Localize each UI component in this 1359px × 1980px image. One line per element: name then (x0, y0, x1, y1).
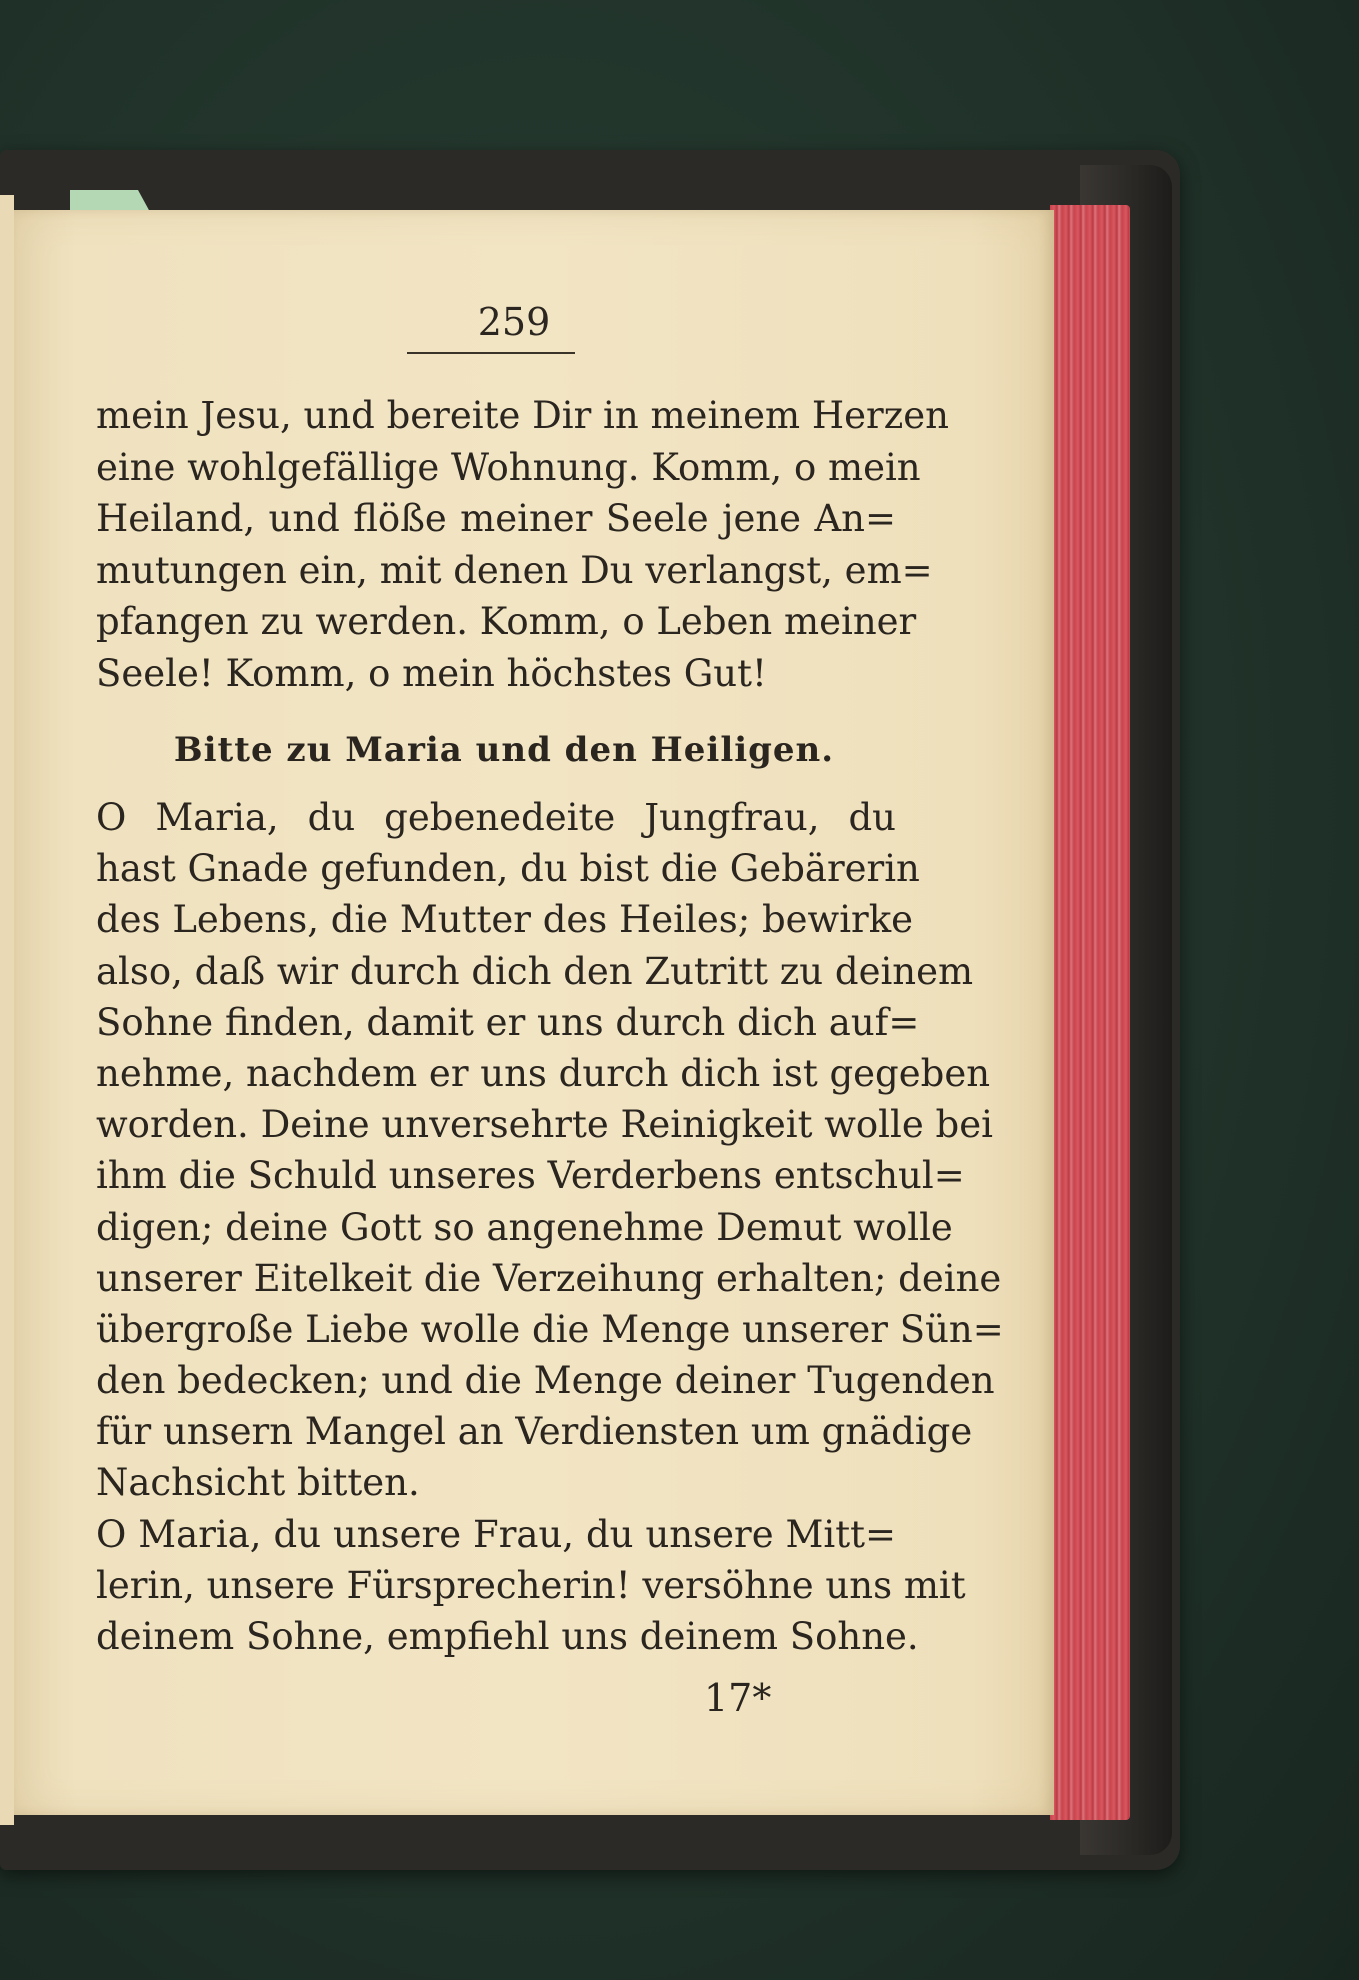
text-line: Heiland, und flöße meiner Seele jene An= (96, 497, 896, 540)
text-line: den bedecken; und die Menge deiner Tugenden (96, 1359, 995, 1403)
text-line: hast Gnade gefunden, du bist die Gebärerin (96, 847, 920, 891)
text-line: unserer Eitelkeit die Verzeihung erhalten; deine (96, 1256, 1002, 1300)
text-line: O Maria, du gebenedeite Jungfrau, du (96, 796, 896, 839)
page-number-rule (407, 352, 575, 354)
text-line: lerin, unsere Fürsprecherin! versöhne uns mit (96, 1563, 966, 1607)
text-line: worden. Deine unversehrte Reinigkeit wolle bei (96, 1103, 993, 1147)
text-line: Seele! Komm, o mein höchstes Gut! (96, 651, 767, 695)
text-line: also, daß wir durch dich den Zutritt zu deinem (96, 949, 974, 993)
book-page (14, 210, 1054, 1815)
text-line: des Lebens, die Mutter des Heiles; bewirke (96, 898, 914, 942)
signature-mark: 17* (704, 1676, 772, 1720)
left-page-sliver (0, 195, 14, 1825)
section-heading: Bitte zu Maria und den Heiligen. (173, 730, 835, 770)
green-bookmark (70, 190, 150, 212)
text-line: ihm die Schuld unseres Verderbens entschul= (96, 1154, 965, 1198)
text-line: pfangen zu werden. Komm, o Leben meiner (96, 600, 917, 643)
paragraph-continuation (96, 390, 949, 699)
text-line: für unsern Mangel an Verdiensten um gnädige (96, 1410, 973, 1454)
text-line: digen; deine Gott so angenehme Demut wolle (96, 1205, 953, 1249)
text-line: mein Jesu, und bereite Dir in meinem Herzen (96, 394, 949, 437)
text-line: Nachsicht bitten. (96, 1461, 420, 1505)
text-line: deinem Sohne, empfiehl uns deinem Sohne. (96, 1615, 919, 1658)
text-line: O Maria, du unsere Frau, du unsere Mitt= (96, 1512, 896, 1556)
page-number: 259 (477, 300, 551, 344)
text-line: übergroße Liebe wolle die Menge unserer Sün= (96, 1307, 1004, 1351)
text-line: Sohne finden, damit er uns durch dich auf= (96, 1000, 920, 1044)
prayer-paragraph (96, 792, 1004, 1662)
text-line: mutungen ein, mit denen Du verlangst, em= (96, 548, 933, 592)
text-line: eine wohlgefällige Wohnung. Komm, o mein (96, 445, 921, 489)
red-page-edges (1050, 205, 1130, 1820)
text-line: nehme, nachdem er uns durch dich ist gegeben (96, 1051, 991, 1095)
